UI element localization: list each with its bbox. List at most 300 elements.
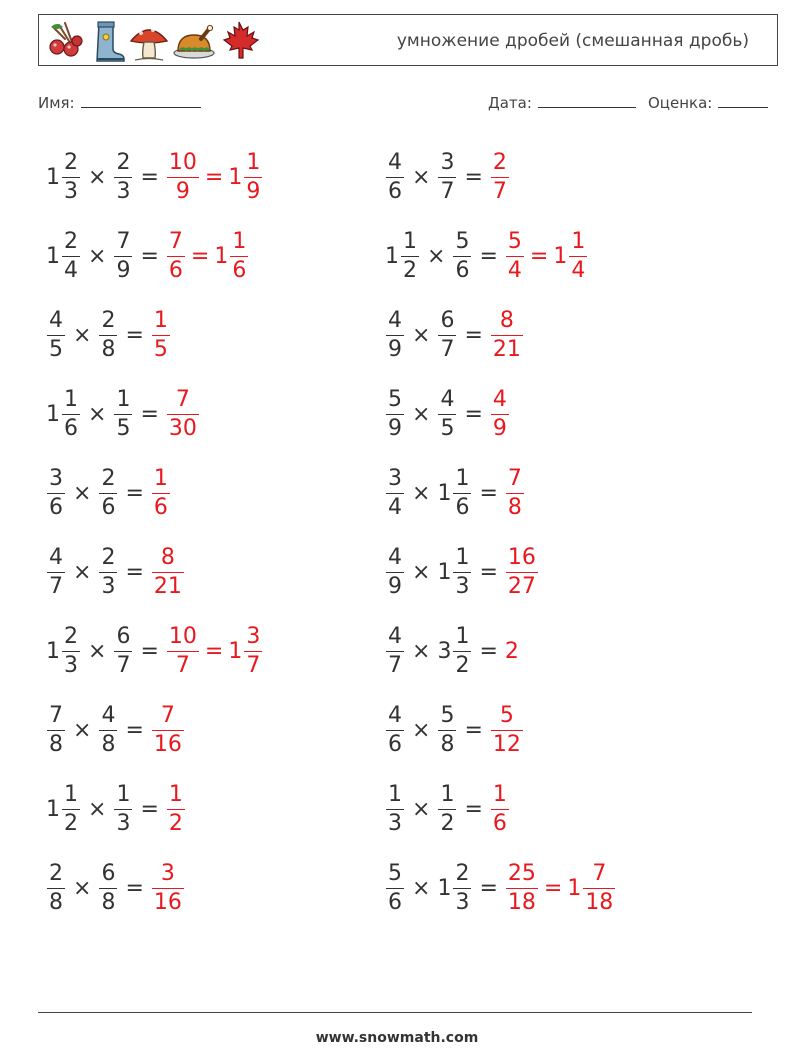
answer-numerator: 5 (499, 703, 514, 728)
times-sign: × (412, 797, 431, 822)
factor-a-whole: 1 (46, 797, 60, 822)
factor-a-fraction (47, 547, 65, 598)
worksheet-title: умножение дробей (смешанная дробь) (396, 31, 749, 51)
answer-mixed-denominator: 4 (571, 258, 586, 283)
times-sign: × (412, 165, 431, 190)
factor-a-denominator: 6 (64, 416, 78, 441)
roast-turkey-icon (171, 19, 217, 63)
rubber-boot-icon (87, 19, 127, 63)
times-sign: × (88, 165, 107, 190)
name-label: Имя: (38, 94, 75, 112)
answer-number (505, 231, 525, 282)
factor-a-fraction (62, 231, 80, 282)
answer (505, 468, 525, 519)
factor-b-denominator: 6 (101, 495, 116, 520)
answer-mixed-fraction (244, 152, 262, 203)
factor-a-number (46, 705, 66, 756)
answer-numerator: 10 (168, 150, 197, 175)
factor-a-denominator: 2 (403, 258, 417, 283)
equals-sign: = (479, 639, 498, 664)
answer-equals-sign: = (529, 244, 549, 269)
answer-denominator: 12 (492, 732, 521, 757)
answer-numerator: 7 (507, 466, 522, 491)
factor-a-denominator: 8 (49, 732, 63, 757)
answer (490, 705, 524, 756)
factor-a-whole: 1 (46, 165, 60, 190)
factor-b-number (437, 468, 472, 519)
answer-number (490, 310, 524, 361)
factor-a-denominator: 4 (388, 495, 402, 520)
answer-number (166, 152, 200, 203)
factor-a-numerator: 4 (388, 624, 402, 649)
answer-denominator: 18 (507, 890, 536, 915)
factor-b-fraction (114, 784, 132, 835)
answer-equals-sign: = (204, 639, 224, 664)
factor-a-fraction (386, 310, 404, 361)
grade-field (648, 92, 768, 112)
answer-denominator: 6 (168, 258, 183, 283)
times-sign: × (88, 244, 107, 269)
factor-a-fraction (62, 784, 80, 835)
factor-a-number (46, 784, 81, 835)
answer-numerator: 1 (168, 782, 183, 807)
factor-a-number (385, 705, 405, 756)
factor-b-fraction (453, 863, 471, 914)
factor-a-number (385, 310, 405, 361)
answer-mixed-numerator: 1 (571, 229, 586, 254)
answer-number (490, 152, 510, 203)
answer-mixed-fraction (583, 863, 615, 914)
name-line[interactable] (81, 92, 201, 108)
factor-b-whole: 1 (437, 560, 452, 585)
factor-b-numerator: 1 (116, 782, 131, 807)
factor-b-numerator: 5 (455, 229, 470, 254)
times-sign: × (73, 323, 92, 348)
times-sign: × (427, 244, 446, 269)
factor-a-numerator: 4 (388, 308, 402, 333)
answer (505, 639, 520, 664)
factor-b-number (98, 705, 118, 756)
factor-a-numerator: 2 (64, 229, 78, 254)
answer-mixed-number (228, 152, 263, 203)
answer-mixed-denominator: 18 (585, 890, 614, 915)
answer (166, 626, 263, 677)
date-line[interactable] (538, 92, 636, 108)
problem-row (46, 138, 263, 217)
answer (151, 705, 185, 756)
factor-a-numerator: 2 (64, 624, 78, 649)
answer-mixed-denominator: 6 (232, 258, 247, 283)
problem-row (46, 296, 263, 375)
factor-b-number (437, 547, 472, 598)
factor-b-fraction (114, 152, 132, 203)
factor-a-denominator: 6 (388, 179, 402, 204)
times-sign: × (412, 560, 431, 585)
answer-denominator: 6 (492, 811, 507, 836)
answer (490, 784, 510, 835)
factor-a-numerator: 4 (388, 150, 402, 175)
factor-b-numerator: 2 (455, 861, 470, 886)
answer-whole: 2 (504, 639, 519, 664)
factor-b-denominator: 5 (116, 416, 131, 441)
factor-a-denominator: 6 (388, 890, 402, 915)
answer-fraction (491, 310, 523, 361)
answer-mixed-whole: 1 (228, 639, 243, 664)
factor-a-denominator: 6 (388, 732, 402, 757)
answer-mixed-number (214, 231, 249, 282)
answer-mixed-whole: 1 (567, 876, 582, 901)
factor-a-fraction (47, 705, 65, 756)
answer-denominator: 21 (153, 574, 182, 599)
equals-sign: = (140, 402, 159, 427)
answer-number (505, 547, 539, 598)
factor-b-numerator: 1 (455, 624, 470, 649)
answer-number (166, 389, 200, 440)
answer-denominator: 8 (507, 495, 522, 520)
problem-row (46, 217, 263, 296)
answer (151, 310, 171, 361)
answer-mixed-numerator: 1 (232, 229, 247, 254)
problem-row (46, 454, 263, 533)
answer-numerator: 2 (492, 150, 507, 175)
factor-b-fraction (453, 231, 471, 282)
factor-b-numerator: 5 (440, 703, 455, 728)
factor-b-number (98, 468, 118, 519)
factor-a-number (385, 547, 405, 598)
factor-a-denominator: 3 (64, 653, 78, 678)
answer-denominator: 9 (167, 177, 199, 203)
factor-a-number (385, 389, 405, 440)
factor-b-fraction (99, 863, 117, 914)
problem-row (46, 849, 263, 928)
factor-a-numerator: 1 (388, 782, 402, 807)
header-box (38, 14, 778, 66)
answer (490, 389, 510, 440)
date-label: Дата: (488, 94, 532, 112)
times-sign: × (412, 402, 431, 427)
times-sign: × (412, 639, 431, 664)
equals-sign: = (140, 639, 159, 664)
answer (151, 468, 171, 519)
answer-number (166, 231, 186, 282)
answer-denominator: 4 (507, 258, 522, 283)
factor-a-number (385, 231, 420, 282)
times-sign: × (73, 876, 92, 901)
times-sign: × (412, 718, 431, 743)
answer-numerator: 25 (507, 861, 536, 886)
factor-a-fraction (386, 784, 404, 835)
header-icons (43, 17, 261, 65)
factor-b-fraction (438, 784, 456, 835)
factor-b-numerator: 2 (101, 545, 116, 570)
answer-mixed-fraction (569, 231, 587, 282)
answer-numerator: 8 (160, 545, 175, 570)
factor-a-fraction (62, 626, 80, 677)
factor-a-whole: 1 (46, 402, 60, 427)
date-field (488, 92, 636, 112)
factor-b-denominator: 3 (455, 574, 470, 599)
answer-number (151, 547, 185, 598)
answer-denominator: 7 (492, 179, 507, 204)
factor-b-denominator: 7 (440, 337, 455, 362)
problem-row (385, 612, 616, 691)
factor-b-denominator: 8 (440, 732, 455, 757)
problem-row (46, 612, 263, 691)
factor-a-number (46, 231, 81, 282)
factor-a-fraction (386, 705, 404, 756)
factor-b-number (437, 626, 472, 677)
answer-mixed-whole: 1 (553, 244, 568, 269)
answer-numerator: 7 (160, 703, 175, 728)
answer-numerator: 8 (499, 308, 514, 333)
answer-denominator: 2 (168, 811, 183, 836)
answer-mixed-number (228, 626, 263, 677)
factor-b-whole: 1 (437, 876, 452, 901)
equals-sign: = (464, 797, 483, 822)
factor-a-numerator: 5 (388, 387, 402, 412)
answer-number (151, 468, 171, 519)
factor-a-denominator: 9 (388, 416, 402, 441)
factor-b-fraction (453, 468, 471, 519)
answer-denominator: 30 (168, 416, 197, 441)
answer-mixed-fraction (244, 626, 262, 677)
answer-fraction (506, 863, 538, 914)
factor-a-numerator: 4 (388, 545, 402, 570)
problem-row (385, 691, 616, 770)
answer-number (490, 705, 524, 756)
factor-a-denominator: 3 (388, 811, 402, 836)
answer-fraction (491, 784, 509, 835)
factor-a-numerator: 2 (64, 150, 78, 175)
problem-row (385, 533, 616, 612)
factor-b-denominator: 3 (455, 890, 470, 915)
factor-b-whole: 1 (437, 481, 452, 506)
times-sign: × (88, 639, 107, 664)
factor-b-number (437, 152, 457, 203)
answer (166, 231, 249, 282)
factor-a-numerator: 2 (49, 861, 63, 886)
factor-b-fraction (453, 547, 471, 598)
factor-b-number (437, 863, 472, 914)
factor-a-whole: 1 (385, 244, 399, 269)
factor-b-denominator: 6 (455, 258, 470, 283)
factor-b-number (437, 389, 457, 440)
factor-a-denominator: 7 (49, 574, 63, 599)
equals-sign: = (464, 718, 483, 743)
factor-a-number (46, 389, 81, 440)
times-sign: × (412, 481, 431, 506)
answer (151, 547, 185, 598)
answer-mixed-whole: 1 (214, 244, 229, 269)
answer-fraction (167, 152, 199, 203)
answer-fraction (491, 152, 509, 203)
factor-b-denominator: 2 (455, 653, 470, 678)
name-field (38, 92, 201, 112)
factor-b-numerator: 4 (440, 387, 455, 412)
answer-number (151, 705, 185, 756)
factor-b-fraction (99, 705, 117, 756)
equals-sign: = (125, 718, 144, 743)
answer-mixed-numerator: 7 (592, 861, 607, 886)
factor-a-number (46, 310, 66, 361)
grade-label: Оценка: (648, 94, 713, 112)
problem-row (385, 375, 616, 454)
factor-a-denominator: 6 (49, 495, 63, 520)
factor-a-fraction (47, 310, 65, 361)
answer-number (151, 863, 185, 914)
factor-a-numerator: 1 (403, 229, 417, 254)
equals-sign: = (125, 560, 144, 585)
footer-url: www.snowmath.com (315, 1030, 479, 1046)
equals-sign: = (125, 481, 144, 506)
factor-b-number (437, 310, 457, 361)
times-sign: × (73, 718, 92, 743)
factor-a-numerator: 7 (49, 703, 63, 728)
factor-a-denominator: 9 (388, 574, 402, 599)
factor-b-numerator: 2 (101, 308, 116, 333)
answer (505, 231, 588, 282)
factor-a-number (46, 152, 81, 203)
answer-fraction (491, 389, 509, 440)
factor-a-fraction (386, 863, 404, 914)
factor-b-number (98, 310, 118, 361)
answer-numerator: 7 (168, 229, 183, 254)
equals-sign: = (140, 244, 159, 269)
factor-a-fraction (386, 389, 404, 440)
answer-number (505, 639, 520, 664)
answer-numerator: 1 (153, 308, 168, 333)
factor-b-number (452, 231, 472, 282)
answer-numerator: 4 (492, 387, 507, 412)
factor-b-numerator: 1 (116, 387, 131, 412)
answer-numerator: 1 (153, 466, 168, 491)
berries-icon (43, 19, 87, 63)
answer-mixed-denominator: 9 (246, 179, 261, 204)
factor-b-fraction (438, 389, 456, 440)
factor-a-number (46, 626, 81, 677)
answer-fraction (167, 231, 185, 282)
factor-a-numerator: 4 (49, 545, 63, 570)
answer-mixed-fraction (230, 231, 248, 282)
times-sign: × (73, 481, 92, 506)
times-sign: × (73, 560, 92, 585)
problem-row (385, 138, 616, 217)
grade-line[interactable] (718, 92, 768, 108)
factor-b-fraction (438, 705, 456, 756)
factor-b-fraction (114, 231, 132, 282)
footer-divider (38, 1012, 752, 1013)
answer-fraction (506, 547, 538, 598)
factor-b-numerator: 4 (101, 703, 116, 728)
factor-a-fraction (386, 468, 404, 519)
factor-a-fraction (62, 152, 80, 203)
factor-b-number (113, 231, 133, 282)
factor-a-denominator: 8 (49, 890, 63, 915)
answer (166, 389, 200, 440)
problem-row (46, 770, 263, 849)
answer-numerator: 7 (175, 387, 190, 412)
factor-b-denominator: 7 (116, 653, 131, 678)
answer-mixed-number (567, 863, 616, 914)
answer (166, 784, 186, 835)
answer-fraction (167, 626, 199, 677)
problem-row (385, 217, 616, 296)
answer-mixed-whole: 1 (228, 165, 243, 190)
answer-equals-sign: = (543, 876, 563, 901)
problem-row (46, 691, 263, 770)
factor-b-denominator: 2 (440, 811, 455, 836)
factor-b-numerator: 1 (455, 466, 470, 491)
factor-a-fraction (386, 152, 404, 203)
equals-sign: = (464, 323, 483, 348)
factor-a-number (385, 468, 405, 519)
equals-sign: = (125, 323, 144, 348)
answer-fraction (491, 705, 523, 756)
equals-sign: = (125, 876, 144, 901)
problems-right-column (385, 138, 616, 928)
factor-b-number (113, 152, 133, 203)
factor-a-numerator: 3 (388, 466, 402, 491)
answer (490, 152, 510, 203)
factor-b-fraction (99, 547, 117, 598)
answer-mixed-denominator: 7 (246, 653, 261, 678)
factor-b-denominator: 6 (455, 495, 470, 520)
answer-mixed-numerator: 1 (246, 150, 261, 175)
factor-a-denominator: 2 (64, 811, 78, 836)
problem-row (385, 849, 616, 928)
factor-b-number (98, 863, 118, 914)
answer-numerator: 1 (492, 782, 507, 807)
answer-denominator: 6 (153, 495, 168, 520)
answer-numerator: 10 (168, 624, 197, 649)
answer-denominator: 9 (492, 416, 507, 441)
answer-fraction (152, 705, 184, 756)
factor-a-whole: 1 (46, 244, 60, 269)
factor-a-denominator: 9 (388, 337, 402, 362)
answer-mixed-number (553, 231, 588, 282)
factor-b-fraction (99, 468, 117, 519)
factor-b-denominator: 5 (440, 416, 455, 441)
answer-fraction (152, 863, 184, 914)
factor-a-fraction (62, 389, 80, 440)
factor-a-number (46, 863, 66, 914)
factor-a-number (46, 547, 66, 598)
equals-sign: = (479, 560, 498, 585)
answer-mixed-numerator: 3 (246, 624, 261, 649)
factor-b-numerator: 2 (101, 466, 116, 491)
factor-a-denominator: 3 (64, 179, 78, 204)
factor-b-fraction (438, 310, 456, 361)
factor-b-number (437, 705, 457, 756)
times-sign: × (88, 797, 107, 822)
factor-b-numerator: 7 (116, 229, 131, 254)
factor-a-number (385, 152, 405, 203)
factor-b-numerator: 1 (440, 782, 455, 807)
factor-b-denominator: 8 (101, 890, 116, 915)
factor-a-numerator: 5 (388, 861, 402, 886)
factor-b-numerator: 6 (440, 308, 455, 333)
factor-b-numerator: 6 (116, 624, 131, 649)
answer-numerator: 16 (507, 545, 536, 570)
answer (505, 863, 616, 914)
factor-a-fraction (401, 231, 419, 282)
answer-fraction (506, 468, 524, 519)
problem-row (385, 296, 616, 375)
times-sign: × (412, 876, 431, 901)
factor-b-numerator: 1 (455, 545, 470, 570)
answer-denominator: 5 (153, 337, 168, 362)
equals-sign: = (479, 244, 498, 269)
